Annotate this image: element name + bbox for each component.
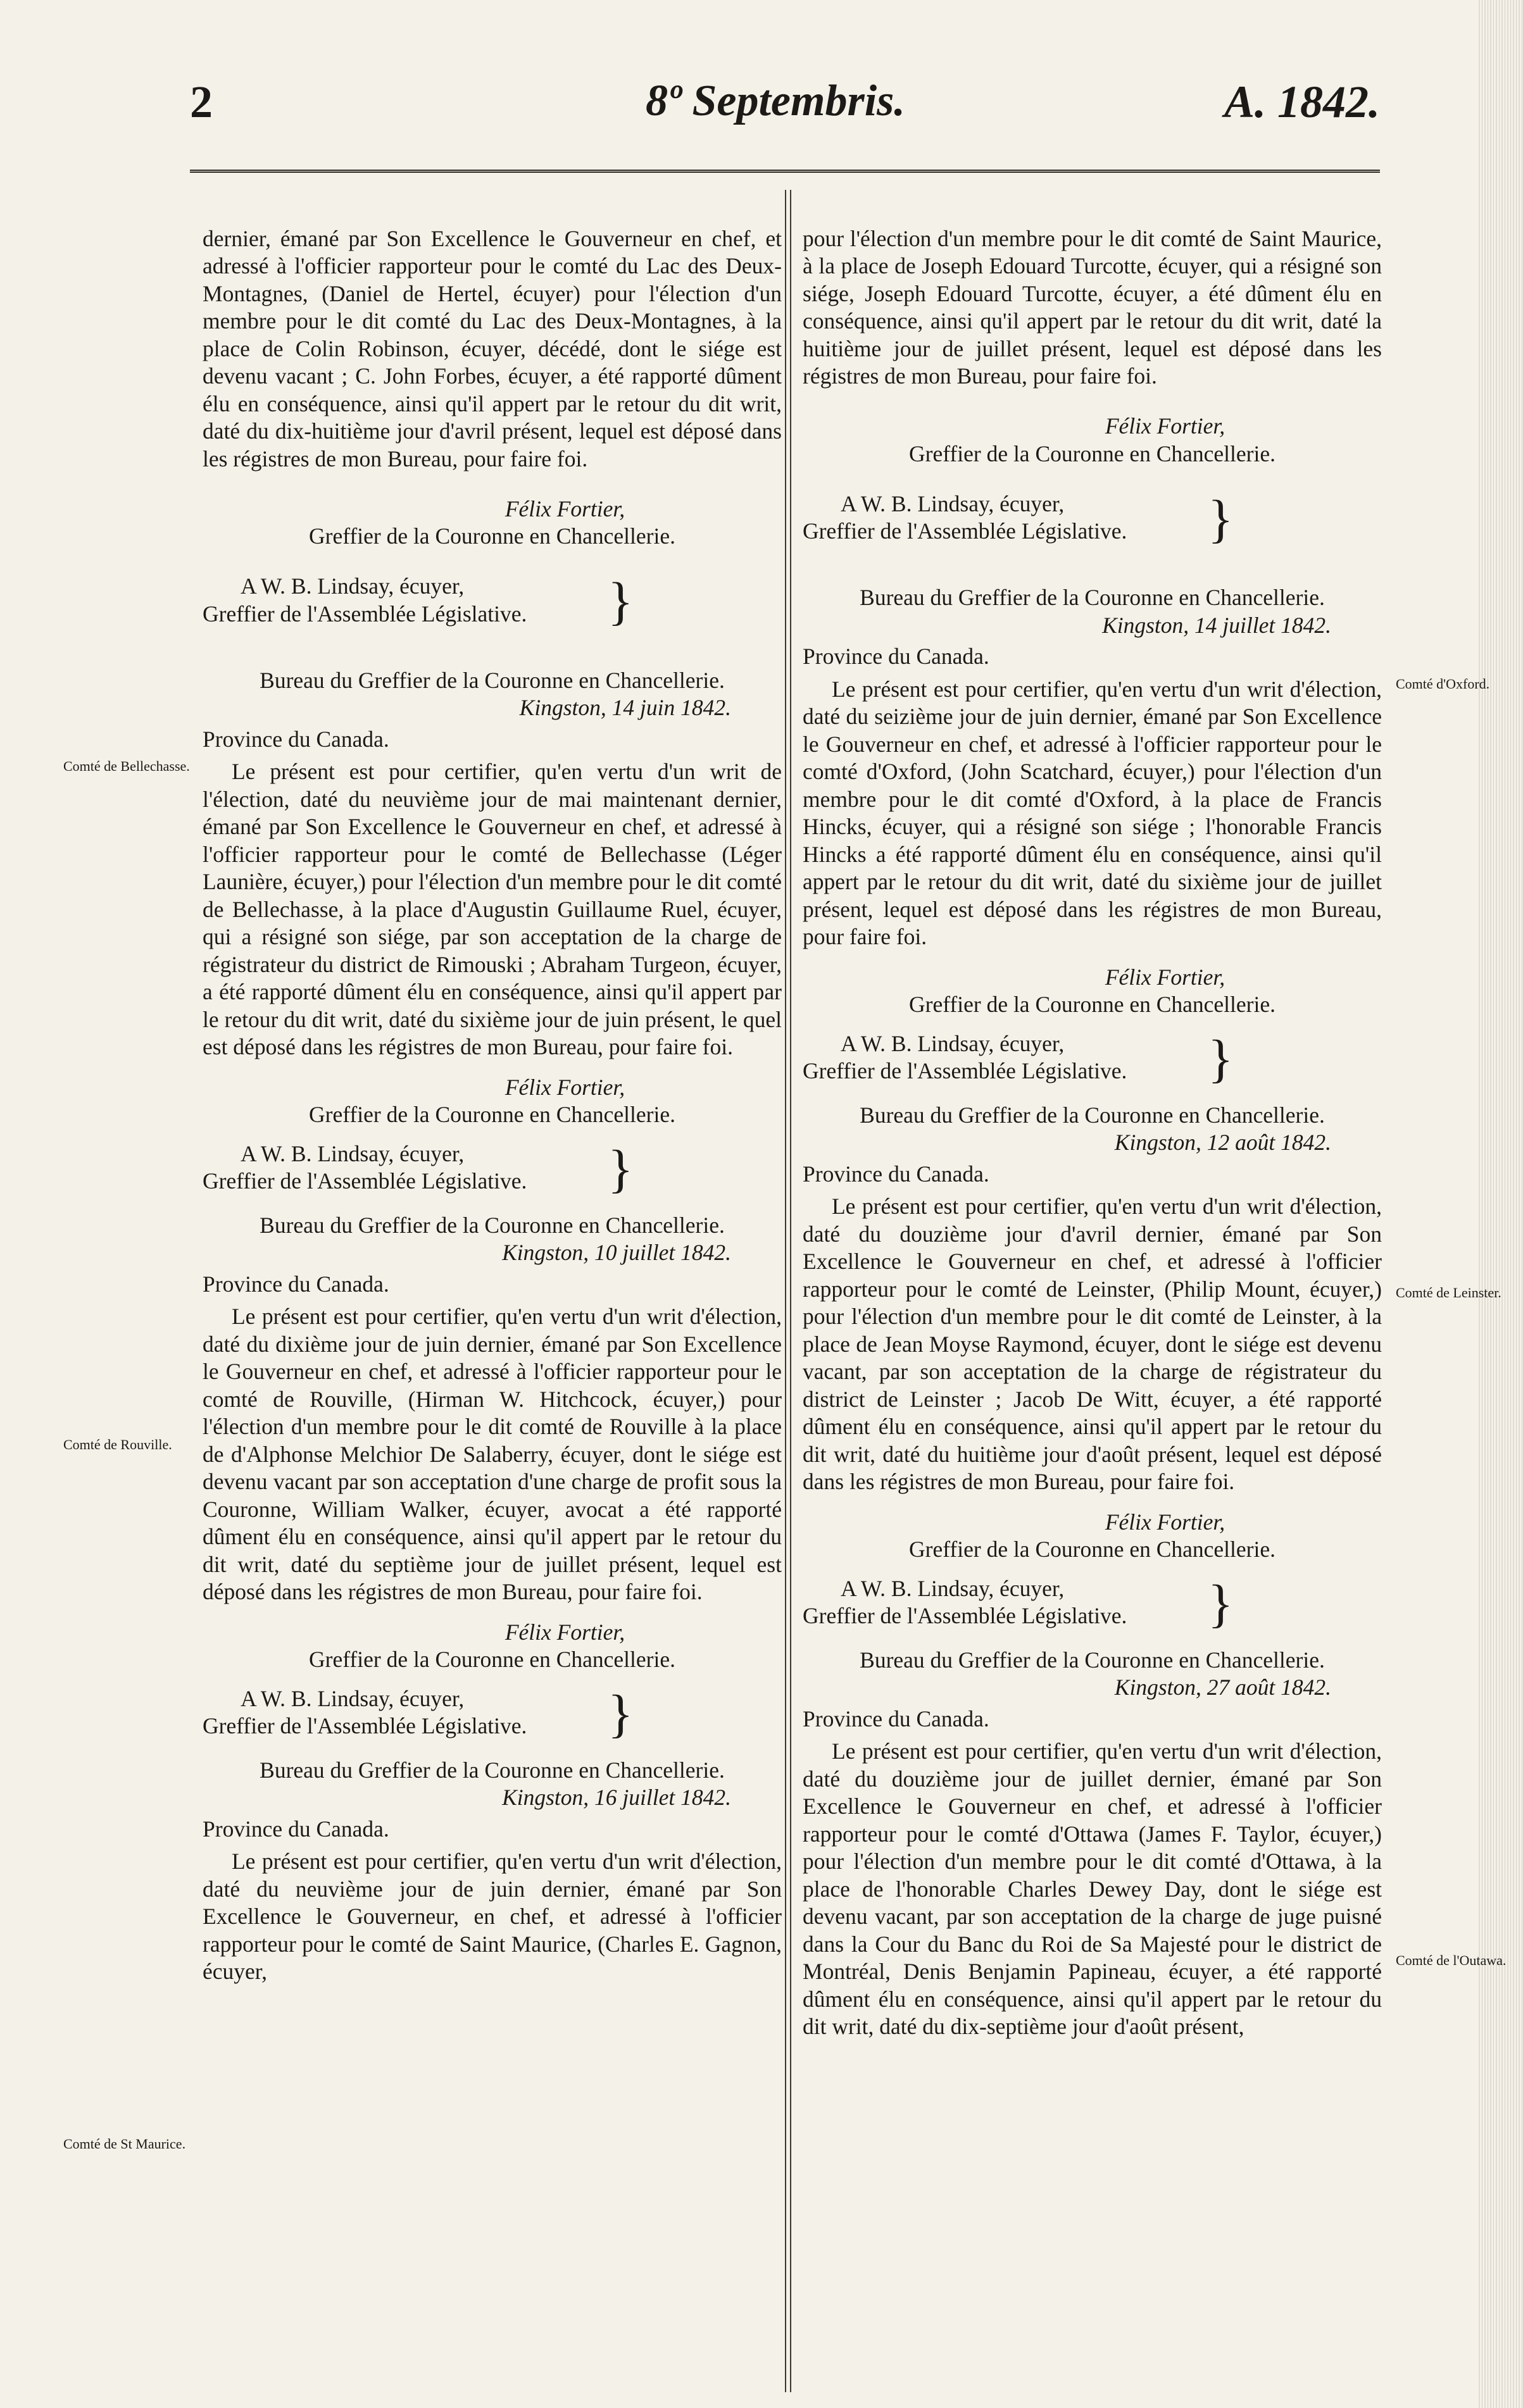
brace: }: [1208, 489, 1234, 549]
clerk-address: [203, 1139, 782, 1199]
certificate-bellechasse: [203, 667, 782, 1199]
signature: [803, 413, 1382, 468]
brace: }: [1208, 1029, 1234, 1089]
continued-paragraph: dernier, émané par Son Excellence le Gouverneur en chef, et adressé à l'officier rapporteur pour le comté du Lac des Deux-Montagnes, (Daniel de Hertel, écuyer) pour l'élection d'un membre pour le dit comté du Lac des Deux-Montagnes, à la place de Colin Robinson, écuyer, décédé, dont le siége est devenu vacant ; C. John Forbes, écuyer, a été rapporté dûment élu en conséquence, ainsi qu'il appert par le retour du dit writ, daté du dix-huitième jour d'avril présent, lequel est déposé dans les régistres de mon Bureau, pour faire foi.: [203, 225, 782, 471]
clerk-title: Greffier de l'Assemblée Législative.: [203, 1713, 527, 1738]
signature-name: Félix Fortier,: [1105, 1509, 1225, 1535]
province-line: Province du Canada.: [203, 1271, 389, 1297]
office-title: Bureau du Greffier de la Couronne en Chancellerie.: [260, 1212, 725, 1238]
page-number: 2: [190, 77, 213, 127]
certificate-rouville: [203, 1212, 782, 1744]
clerk-name: A W. B. Lindsay, écuyer,: [841, 1575, 1065, 1601]
certificate-st-maurice: [203, 1757, 782, 1986]
office-line: [203, 667, 782, 722]
signature: [203, 496, 782, 551]
continued-paragraph: pour l'élection d'un membre pour le dit comté de Saint Maurice, à la place de Joseph Edouard Turcotte, écuyer, qui a résigné son siége, Joseph Edouard Turcotte, écuyer, a été dûment élu en conséquence, ainsi qu'il appert par le retour du dit writ, daté la huitième jour de juillet présent, lequel est déposé dans les régistres de mon Bureau, pour faire foi.: [803, 225, 1382, 389]
certificate-leinster: [803, 1102, 1382, 1633]
office-line: [203, 1757, 782, 1812]
place-date: Kingston, 16 juillet 1842.: [502, 1785, 731, 1810]
clerk-name: A W. B. Lindsay, écuyer,: [241, 1140, 465, 1166]
place-date: Kingston, 27 août 1842.: [1114, 1675, 1331, 1700]
signature-name: Félix Fortier,: [505, 1074, 625, 1100]
place-date: Kingston, 10 juillet 1842.: [502, 1240, 731, 1265]
clerk-address: [803, 1029, 1382, 1089]
office-line: [203, 1212, 782, 1267]
office-line: [803, 1647, 1382, 1702]
clerk-title: Greffier de l'Assemblée Législative.: [203, 601, 527, 627]
signature-title: Greffier de la Couronne en Chancellerie.: [909, 992, 1275, 1017]
clerk-name: A W. B. Lindsay, écuyer,: [841, 1030, 1065, 1056]
clerk-address: [203, 572, 782, 631]
header-rule: [190, 170, 1380, 173]
scan-edge: [1479, 0, 1523, 2408]
signature-name: Félix Fortier,: [1105, 964, 1225, 990]
office-line: [803, 1102, 1382, 1157]
right-column: [803, 203, 1382, 2041]
clerk-title: Greffier de l'Assemblée Législative.: [803, 518, 1127, 544]
brace: }: [608, 1684, 634, 1744]
certificate-body: Le présent est pour certifier, qu'en vertu d'un writ d'élection, daté du neuvième jour de juin dernier, émané par Son Excellence le Gouverneur, en chef, et adressé à l'officier rapporteur pour le comté de Saint Maurice, (Charles E. Gagnon, écuyer,: [203, 1849, 782, 1984]
signature: [803, 964, 1382, 1019]
header-date: 8º Septembris.: [646, 77, 905, 125]
clerk-address: [203, 1684, 782, 1744]
place-date: Kingston, 14 juillet 1842.: [1102, 612, 1331, 638]
office-line: [803, 584, 1382, 639]
brace: }: [608, 572, 634, 631]
certificate-body: Le présent est pour certifier, qu'en vertu d'un writ de l'élection, daté du neuvième jour de mai maintenant dernier, émané par Son Excellence le Gouverneur en chef, et adressé à l'officier rapporteur pour le comté de Bellechasse (Léger Launière, écuyer,) pour l'élection d'un membre pour le dit comté de Bellechasse, à la place d'Augustin Guillaume Ruel, écuyer, qui a résigné son siége, par son acceptation de la charge de régistrateur du district de Rimouski ; Abraham Turgeon, écuyer, a été rapporté dûment élu en conséquence, ainsi qu'il appert par le retour du dit writ, daté du sixième jour de juin présent, le quel est déposé dans les régistres de mon Bureau, pour faire foi.: [203, 759, 782, 1059]
province-line: Province du Canada.: [803, 1161, 989, 1187]
certificate-ottawa: [803, 1647, 1382, 2041]
signature-title: Greffier de la Couronne en Chancellerie.: [309, 523, 675, 549]
signature-name: Félix Fortier,: [1105, 413, 1225, 439]
province-line: Province du Canada.: [803, 644, 989, 669]
clerk-title: Greffier de l'Assemblée Législative.: [803, 1058, 1127, 1083]
margin-note-leinster: Comté de Leinster.: [1396, 1285, 1501, 1301]
page-header: [190, 76, 1380, 146]
left-column: [203, 203, 782, 1986]
signature: [203, 1074, 782, 1129]
clerk-address: [803, 489, 1382, 549]
margin-note-bellechasse: Comté de Bellechasse.: [63, 758, 190, 774]
office-title: Bureau du Greffier de la Couronne en Chancellerie.: [260, 667, 725, 693]
certificate-body: Le présent est pour certifier, qu'en vertu d'un writ d'élection, daté du seizième jour de juin dernier, émané par Son Excellence le Gouverneur en chef, et adressé à l'officier rapporteur pour le comté d'Oxford, (John Scatchard, écuyer,) pour l'élection d'un membre pour le dit comté d'Oxford, à la place de Francis Hincks, écuyer, qui a résigné son siége ; l'honorable Francis Hincks a été rapporté dûment élu en conséquence, ainsi qu'il appert par le retour du dit writ, daté du sixième jour de juillet présent, lequel est déposé dans les régistres de mon Bureau, pour faire foi.: [803, 676, 1382, 949]
clerk-name: A W. B. Lindsay, écuyer,: [841, 490, 1065, 516]
province-line: Province du Canada.: [203, 1816, 389, 1842]
signature: [203, 1619, 782, 1674]
margin-note-oxford: Comté d'Oxford.: [1396, 676, 1490, 692]
office-title: Bureau du Greffier de la Couronne en Chancellerie.: [860, 585, 1325, 610]
place-date: Kingston, 14 juin 1842.: [519, 695, 731, 720]
province-line: Province du Canada.: [803, 1706, 989, 1731]
clerk-title: Greffier de l'Assemblée Législative.: [203, 1168, 527, 1194]
column-divider: [785, 190, 791, 2392]
clerk-name: A W. B. Lindsay, écuyer,: [241, 1685, 465, 1711]
signature: [803, 1509, 1382, 1564]
clerk-address: [803, 1574, 1382, 1633]
office-title: Bureau du Greffier de la Couronne en Chancellerie.: [860, 1647, 1325, 1673]
header-year: A. 1842.: [1224, 77, 1380, 127]
signature-title: Greffier de la Couronne en Chancellerie.: [909, 440, 1275, 466]
margin-note-rouville: Comté de Rouville.: [63, 1437, 172, 1452]
province-line: Province du Canada.: [203, 726, 389, 752]
office-title: Bureau du Greffier de la Couronne en Chancellerie.: [260, 1757, 725, 1783]
office-title: Bureau du Greffier de la Couronne en Chancellerie.: [860, 1102, 1325, 1128]
brace: }: [1208, 1574, 1234, 1633]
margin-note-st-maurice: Comté de St Maurice.: [63, 2136, 186, 2152]
signature-name: Félix Fortier,: [505, 496, 625, 521]
certificate-body: Le présent est pour certifier, qu'en vertu d'un writ d'élection, daté du douzième jour d'avril dernier, émané par Son Excellence le Gouverneur en chef, et adressé à l'officier rapporteur pour le comté de Leinster, (Philip Mount, écuyer,) pour l'élection d'un membre pour le dit comté de Leinster, à la place de Jean Moyse Raymond, écuyer, dont le siége est devenu vacant, par son acceptation de la charge de régistrateur du district de Leinster ; Jacob De Witt, écuyer, a été rapporté dûment élu en conséquence, ainsi qu'il appert par le retour du dit writ, daté du huitième jour d'août présent, lequel est déposé dans les régistres de mon Bureau, pour faire foi.: [803, 1194, 1382, 1494]
place-date: Kingston, 12 août 1842.: [1114, 1130, 1331, 1155]
margin-note-ottawa: Comté de l'Outawa.: [1396, 1952, 1507, 1968]
signature-title: Greffier de la Couronne en Chancellerie.: [309, 1102, 675, 1127]
clerk-name: A W. B. Lindsay, écuyer,: [241, 573, 465, 599]
clerk-title: Greffier de l'Assemblée Législative.: [803, 1603, 1127, 1628]
certificate-body: Le présent est pour certifier, qu'en vertu d'un writ d'élection, daté du dixième jour de juin dernier, émané par Son Excellence le Gouverneur en chef, et adressé à l'officier rapporteur pour le comté de Rouville, (Hirman W. Hitchcock, écuyer,) pour l'élection d'un membre pour le dit comté de Rouville à la place de d'Alphonse Melchior De Salaberry, écuyer, dont le siége est devenu vacant par son acceptation d'une charge de profit sous la Couronne, William Walker, écuyer, avocat a été rapporté dûment élu en conséquence, ainsi qu'il appert par le retour du dit writ, daté du septième jour de juillet présent, lequel est déposé dans les régistres de mon Bureau, pour faire foi.: [203, 1304, 782, 1604]
signature-title: Greffier de la Couronne en Chancellerie.: [909, 1537, 1275, 1562]
signature-name: Félix Fortier,: [505, 1619, 625, 1645]
certificate-body: Le présent est pour certifier, qu'en vertu d'un writ d'élection, daté du douzième jour de juillet dernier, émané par Son Excellence le Gouverneur en chef, et adressé à l'officier rapporteur pour le comté d'Ottawa (James F. Taylor, écuyer,) pour l'élection d'un membre pour le dit comté d'Ottawa, à la place de l'honorable Charles Dewey Day, dont le siége est devenu vacant, par son acceptation de la charge de juge puisné dans la Cour du Banc du Roi de Sa Majesté pour le district de Montréal, Denis Benjamin Papineau, écuyer, a été rapporté dûment élu en conséquence, ainsi qu'il appert par le retour du dit writ, daté du dix-septième jour d'août présent,: [803, 1738, 1382, 2039]
brace: }: [608, 1139, 634, 1199]
signature-title: Greffier de la Couronne en Chancellerie.: [309, 1647, 675, 1672]
certificate-oxford: [803, 584, 1382, 1089]
